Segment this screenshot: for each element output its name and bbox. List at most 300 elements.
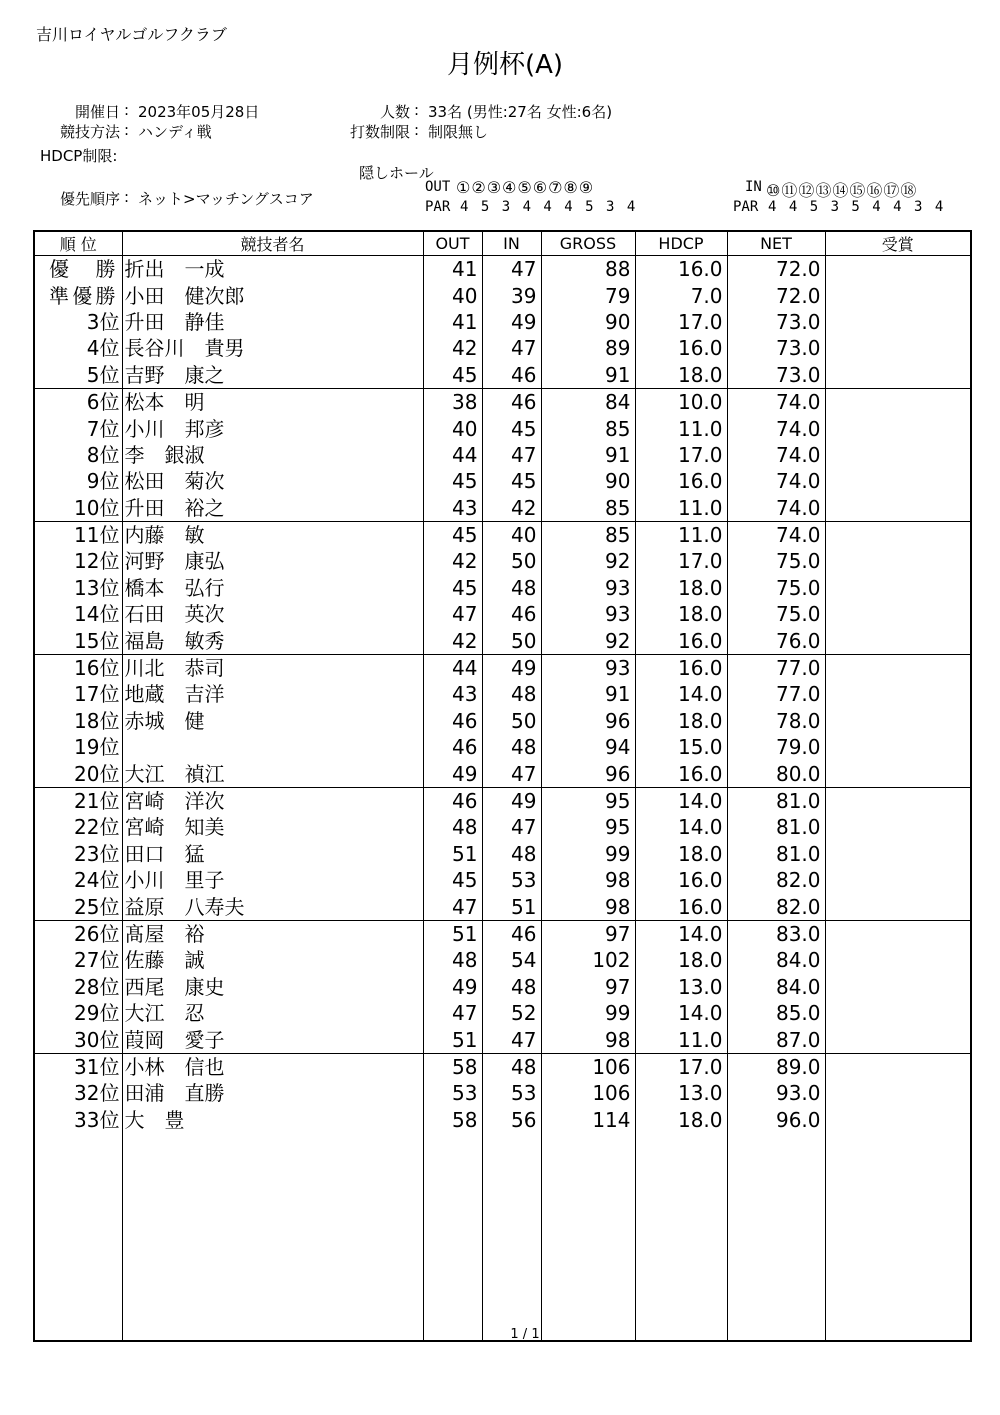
hdcp-cell: 16.0 <box>635 627 727 654</box>
gross-cell: 98 <box>541 1026 635 1053</box>
in-cell: 46 <box>482 388 541 415</box>
in-cell: 47 <box>482 442 541 468</box>
hdcp-cell: 17.0 <box>635 309 727 335</box>
net-cell: 75.0 <box>727 548 825 574</box>
out-cell: 42 <box>423 548 482 574</box>
method-colon: : <box>124 121 130 139</box>
net-cell: 96.0 <box>727 1107 825 1133</box>
rank-cell: 22位 <box>34 814 122 840</box>
net-cell: 74.0 <box>727 388 825 415</box>
table-row <box>34 708 971 734</box>
gross-cell: 99 <box>541 1000 635 1026</box>
gross-cell: 89 <box>541 335 635 361</box>
net-cell: 85.0 <box>727 1000 825 1026</box>
out-cell: 43 <box>423 495 482 522</box>
name-cell: 益原 八寿夫 <box>122 893 423 920</box>
empty-cell <box>727 1133 825 1341</box>
rank-cell: 4位 <box>34 335 122 361</box>
method-value: ハンディ戦 <box>138 123 212 141</box>
net-cell: 75.0 <box>727 575 825 601</box>
out-cell: 48 <box>423 947 482 973</box>
name-cell: 内藤 敏 <box>122 521 423 548</box>
name-cell <box>122 734 423 760</box>
in-cell: 45 <box>482 468 541 494</box>
award-cell <box>825 521 971 548</box>
hdcp-cell: 18.0 <box>635 708 727 734</box>
rank-cell: 30位 <box>34 1026 122 1053</box>
net-cell: 76.0 <box>727 627 825 654</box>
award-cell <box>825 974 971 1000</box>
table-row <box>34 388 971 415</box>
rank-cell: 7位 <box>34 415 122 441</box>
net-cell: 80.0 <box>727 760 825 787</box>
name-cell: 宮崎 知美 <box>122 814 423 840</box>
name-cell: 折出 一成 <box>122 256 423 283</box>
priority-value: ネット>マッチングスコア <box>138 190 314 208</box>
net-cell: 82.0 <box>727 867 825 893</box>
in-cell: 39 <box>482 282 541 308</box>
empty-cell <box>541 1133 635 1341</box>
name-cell: 西尾 康史 <box>122 974 423 1000</box>
name-cell: 小田 健次郎 <box>122 282 423 308</box>
header-rank: 順 位 <box>34 231 122 256</box>
hdcp-cell: 16.0 <box>635 760 727 787</box>
rank-cell: 29位 <box>34 1000 122 1026</box>
name-cell: 田浦 直勝 <box>122 1080 423 1106</box>
table-row <box>34 442 971 468</box>
priority-colon: : <box>124 188 130 206</box>
table-row <box>34 548 971 574</box>
in-cell: 45 <box>482 415 541 441</box>
award-cell <box>825 867 971 893</box>
date-colon: : <box>124 101 130 119</box>
page-indicator: 1 / 1 <box>510 1327 540 1342</box>
name-cell: 大 豊 <box>122 1107 423 1133</box>
table-row <box>34 814 971 840</box>
rank-cell: 14位 <box>34 601 122 627</box>
hdcp-cell: 14.0 <box>635 681 727 707</box>
out-cell: 46 <box>423 787 482 814</box>
rank-cell: 優 勝 <box>34 256 122 283</box>
out-cell: 45 <box>423 575 482 601</box>
hdcp-cell: 13.0 <box>635 974 727 1000</box>
participants-label: 人数 <box>379 103 410 121</box>
gross-cell: 92 <box>541 627 635 654</box>
hdcp-cell: 10.0 <box>635 388 727 415</box>
name-cell: 松本 明 <box>122 388 423 415</box>
stroke-limit-label: 打数制限 <box>349 123 410 141</box>
out-cell: 53 <box>423 1080 482 1106</box>
net-cell: 87.0 <box>727 1026 825 1053</box>
name-cell: 田口 猛 <box>122 841 423 867</box>
gross-cell: 90 <box>541 309 635 335</box>
award-cell <box>825 575 971 601</box>
out-cell: 51 <box>423 1026 482 1053</box>
out-cell: 45 <box>423 867 482 893</box>
empty-cell <box>635 1133 727 1341</box>
name-cell: 髙屋 裕 <box>122 920 423 947</box>
stroke-limit-value: 制限無し <box>428 123 489 141</box>
club-name: 吉川ロイヤルゴルフクラブ <box>36 25 227 44</box>
in-cell: 42 <box>482 495 541 522</box>
out-cell: 51 <box>423 920 482 947</box>
in-cell: 49 <box>482 787 541 814</box>
empty-cell <box>423 1133 482 1341</box>
method-label: 競技方法 <box>59 123 120 141</box>
rank-cell: 5位 <box>34 362 122 389</box>
hdcp-cell: 18.0 <box>635 947 727 973</box>
in-cell: 47 <box>482 335 541 361</box>
in-cell: 50 <box>482 708 541 734</box>
table-row <box>34 920 971 947</box>
in-cell: 40 <box>482 521 541 548</box>
gross-cell: 91 <box>541 442 635 468</box>
net-cell: 78.0 <box>727 708 825 734</box>
name-cell: 吉野 康之 <box>122 362 423 389</box>
table-row <box>34 495 971 522</box>
name-cell: 小川 里子 <box>122 867 423 893</box>
hdcp-cell: 16.0 <box>635 335 727 361</box>
rank-cell: 8位 <box>34 442 122 468</box>
out-cell: 58 <box>423 1053 482 1080</box>
gross-cell: 96 <box>541 708 635 734</box>
gross-cell: 85 <box>541 495 635 522</box>
hdcp-limit-label: HDCP制限: <box>40 147 118 165</box>
hdcp-cell: 7.0 <box>635 282 727 308</box>
in-cell: 46 <box>482 362 541 389</box>
hdcp-cell: 11.0 <box>635 415 727 441</box>
hdcp-cell: 14.0 <box>635 814 727 840</box>
header-award: 受賞 <box>825 231 971 256</box>
award-cell <box>825 415 971 441</box>
gross-cell: 91 <box>541 362 635 389</box>
out-cell: 40 <box>423 282 482 308</box>
out-cell: 42 <box>423 627 482 654</box>
gross-cell: 93 <box>541 654 635 681</box>
out-cell: 44 <box>423 442 482 468</box>
empty-cell <box>122 1133 423 1341</box>
name-cell: 升田 静佳 <box>122 309 423 335</box>
out-cell: 47 <box>423 1000 482 1026</box>
award-cell <box>825 681 971 707</box>
in-cell: 48 <box>482 575 541 601</box>
hdcp-cell: 14.0 <box>635 920 727 947</box>
date-value: 2023年05月28日 <box>138 103 260 121</box>
name-cell: 葭岡 愛子 <box>122 1026 423 1053</box>
in-cell: 56 <box>482 1107 541 1133</box>
award-cell <box>825 256 971 283</box>
in-cell: 49 <box>482 654 541 681</box>
empty-filler-row <box>34 1133 971 1341</box>
award-cell <box>825 734 971 760</box>
out-cell: 47 <box>423 601 482 627</box>
in-cell: 48 <box>482 974 541 1000</box>
out-cell: 40 <box>423 415 482 441</box>
rank-cell: 23位 <box>34 841 122 867</box>
award-cell <box>825 442 971 468</box>
table-row <box>34 627 971 654</box>
table-row <box>34 335 971 361</box>
gross-cell: 114 <box>541 1107 635 1133</box>
header-name: 競技者名 <box>122 231 423 256</box>
in-cell: 54 <box>482 947 541 973</box>
table-row <box>34 309 971 335</box>
out-cell: 49 <box>423 760 482 787</box>
gross-cell: 92 <box>541 548 635 574</box>
out-cell: 38 <box>423 388 482 415</box>
table-row <box>34 1026 971 1053</box>
rank-cell: 26位 <box>34 920 122 947</box>
rank-cell: 16位 <box>34 654 122 681</box>
out-label: OUT <box>425 179 451 195</box>
name-cell: 福島 敏秀 <box>122 627 423 654</box>
table-row <box>34 256 971 283</box>
out-cell: 58 <box>423 1107 482 1133</box>
hdcp-cell: 18.0 <box>635 575 727 601</box>
in-cell: 46 <box>482 920 541 947</box>
award-cell <box>825 1107 971 1133</box>
hdcp-cell: 13.0 <box>635 1080 727 1106</box>
gross-cell: 95 <box>541 814 635 840</box>
hdcp-cell: 11.0 <box>635 1026 727 1053</box>
hdcp-cell: 14.0 <box>635 1000 727 1026</box>
rank-cell: 31位 <box>34 1053 122 1080</box>
name-cell: 松田 菊次 <box>122 468 423 494</box>
table-row <box>34 734 971 760</box>
in-cell: 51 <box>482 893 541 920</box>
award-cell <box>825 787 971 814</box>
rank-cell: 27位 <box>34 947 122 973</box>
net-cell: 74.0 <box>727 415 825 441</box>
in-cell: 47 <box>482 256 541 283</box>
hdcp-cell: 16.0 <box>635 893 727 920</box>
award-cell <box>825 1053 971 1080</box>
in-cell: 48 <box>482 681 541 707</box>
table-row <box>34 760 971 787</box>
in-cell: 48 <box>482 841 541 867</box>
hdcp-cell: 11.0 <box>635 521 727 548</box>
rank-cell: 18位 <box>34 708 122 734</box>
award-cell <box>825 468 971 494</box>
table-row <box>34 468 971 494</box>
award-cell <box>825 947 971 973</box>
net-cell: 84.0 <box>727 974 825 1000</box>
table-row <box>34 282 971 308</box>
out-cell: 45 <box>423 521 482 548</box>
hdcp-cell: 18.0 <box>635 841 727 867</box>
out-holes: ①②③④⑤⑥⑦⑧⑨ <box>456 178 595 197</box>
award-cell <box>825 920 971 947</box>
net-cell: 74.0 <box>727 521 825 548</box>
net-cell: 84.0 <box>727 947 825 973</box>
gross-cell: 106 <box>541 1080 635 1106</box>
name-cell: 赤城 健 <box>122 708 423 734</box>
table-header-row <box>34 231 971 256</box>
award-cell <box>825 814 971 840</box>
gross-cell: 79 <box>541 282 635 308</box>
out-cell: 42 <box>423 335 482 361</box>
header-hdcp: HDCP <box>635 231 727 256</box>
gross-cell: 85 <box>541 521 635 548</box>
net-cell: 81.0 <box>727 787 825 814</box>
name-cell: 石田 英次 <box>122 601 423 627</box>
award-cell <box>825 362 971 389</box>
hidden-holes-label: 隠しホール <box>359 164 434 182</box>
gross-cell: 99 <box>541 841 635 867</box>
gross-cell: 98 <box>541 893 635 920</box>
award-cell <box>825 601 971 627</box>
hdcp-cell: 18.0 <box>635 1107 727 1133</box>
header-net: NET <box>727 231 825 256</box>
name-cell: 川北 恭司 <box>122 654 423 681</box>
rank-cell: 10位 <box>34 495 122 522</box>
in-cell: 47 <box>482 1026 541 1053</box>
hdcp-cell: 18.0 <box>635 601 727 627</box>
table-row <box>34 1107 971 1133</box>
gross-cell: 90 <box>541 468 635 494</box>
award-cell <box>825 388 971 415</box>
table-row <box>34 654 971 681</box>
award-cell <box>825 1080 971 1106</box>
header-out: OUT <box>423 231 482 256</box>
award-cell <box>825 760 971 787</box>
table-row <box>34 867 971 893</box>
out-cell: 49 <box>423 974 482 1000</box>
out-cell: 44 <box>423 654 482 681</box>
in-cell: 48 <box>482 1053 541 1080</box>
gross-cell: 106 <box>541 1053 635 1080</box>
in-cell: 46 <box>482 601 541 627</box>
award-cell <box>825 654 971 681</box>
rank-cell: 3位 <box>34 309 122 335</box>
name-cell: 李 銀淑 <box>122 442 423 468</box>
rank-cell: 12位 <box>34 548 122 574</box>
hdcp-cell: 18.0 <box>635 362 727 389</box>
gross-cell: 93 <box>541 575 635 601</box>
net-cell: 72.0 <box>727 282 825 308</box>
out-cell: 43 <box>423 681 482 707</box>
rank-cell: 33位 <box>34 1107 122 1133</box>
net-cell: 74.0 <box>727 468 825 494</box>
gross-cell: 84 <box>541 388 635 415</box>
in-cell: 53 <box>482 1080 541 1106</box>
award-cell <box>825 708 971 734</box>
hdcp-cell: 17.0 <box>635 1053 727 1080</box>
out-par-label: PAR <box>425 199 451 215</box>
rank-cell: 17位 <box>34 681 122 707</box>
rank-cell: 13位 <box>34 575 122 601</box>
header-gross: GROSS <box>541 231 635 256</box>
name-cell: 大江 禎江 <box>122 760 423 787</box>
results-body <box>34 256 971 1341</box>
gross-cell: 102 <box>541 947 635 973</box>
table-row <box>34 947 971 973</box>
rank-cell: 32位 <box>34 1080 122 1106</box>
in-par-label: PAR <box>733 199 759 215</box>
award-cell <box>825 893 971 920</box>
in-cell: 52 <box>482 1000 541 1026</box>
rank-cell: 準優勝 <box>34 282 122 308</box>
hdcp-cell: 16.0 <box>635 468 727 494</box>
table-row <box>34 974 971 1000</box>
rank-cell: 6位 <box>34 388 122 415</box>
participants-value: 33名 (男性:27名 女性:6名) <box>428 103 613 121</box>
rank-cell: 11位 <box>34 521 122 548</box>
empty-cell <box>34 1133 122 1341</box>
rank-cell: 9位 <box>34 468 122 494</box>
empty-cell <box>825 1133 971 1341</box>
results-table <box>33 230 972 1342</box>
table-row <box>34 521 971 548</box>
date-label: 開催日 <box>74 103 120 121</box>
out-cell: 46 <box>423 734 482 760</box>
in-cell: 47 <box>482 760 541 787</box>
in-cell: 50 <box>482 627 541 654</box>
out-cell: 41 <box>423 309 482 335</box>
priority-label: 優先順序 <box>59 190 120 208</box>
hdcp-cell: 14.0 <box>635 787 727 814</box>
net-cell: 89.0 <box>727 1053 825 1080</box>
in-holes: ⑩⑪⑫⑬⑭⑮⑯⑰⑱ <box>766 181 918 200</box>
award-cell <box>825 841 971 867</box>
net-cell: 82.0 <box>727 893 825 920</box>
out-cell: 45 <box>423 362 482 389</box>
award-cell <box>825 335 971 361</box>
hdcp-cell: 17.0 <box>635 548 727 574</box>
table-row <box>34 1080 971 1106</box>
name-cell: 河野 康弘 <box>122 548 423 574</box>
out-pars: 4 5 3 4 4 4 5 3 4 <box>460 199 638 215</box>
page-title: 月例杯(A) <box>446 50 564 80</box>
gross-cell: 97 <box>541 920 635 947</box>
rank-cell: 15位 <box>34 627 122 654</box>
rank-cell: 24位 <box>34 867 122 893</box>
table-row <box>34 415 971 441</box>
name-cell: 宮崎 洋次 <box>122 787 423 814</box>
net-cell: 74.0 <box>727 495 825 522</box>
award-cell <box>825 282 971 308</box>
gross-cell: 88 <box>541 256 635 283</box>
table-row <box>34 787 971 814</box>
gross-cell: 97 <box>541 974 635 1000</box>
in-cell: 53 <box>482 867 541 893</box>
table-row <box>34 575 971 601</box>
net-cell: 73.0 <box>727 309 825 335</box>
gross-cell: 94 <box>541 734 635 760</box>
table-row <box>34 841 971 867</box>
rank-cell: 20位 <box>34 760 122 787</box>
net-cell: 81.0 <box>727 814 825 840</box>
name-cell: 小林 信也 <box>122 1053 423 1080</box>
table-row <box>34 1053 971 1080</box>
out-cell: 45 <box>423 468 482 494</box>
net-cell: 93.0 <box>727 1080 825 1106</box>
net-cell: 79.0 <box>727 734 825 760</box>
rank-cell: 21位 <box>34 787 122 814</box>
in-cell: 49 <box>482 309 541 335</box>
award-cell <box>825 1026 971 1053</box>
in-cell: 47 <box>482 814 541 840</box>
award-cell <box>825 627 971 654</box>
award-cell <box>825 1000 971 1026</box>
out-cell: 47 <box>423 893 482 920</box>
in-cell: 50 <box>482 548 541 574</box>
in-label: IN <box>745 179 762 195</box>
gross-cell: 85 <box>541 415 635 441</box>
table-row <box>34 681 971 707</box>
award-cell <box>825 309 971 335</box>
net-cell: 77.0 <box>727 681 825 707</box>
